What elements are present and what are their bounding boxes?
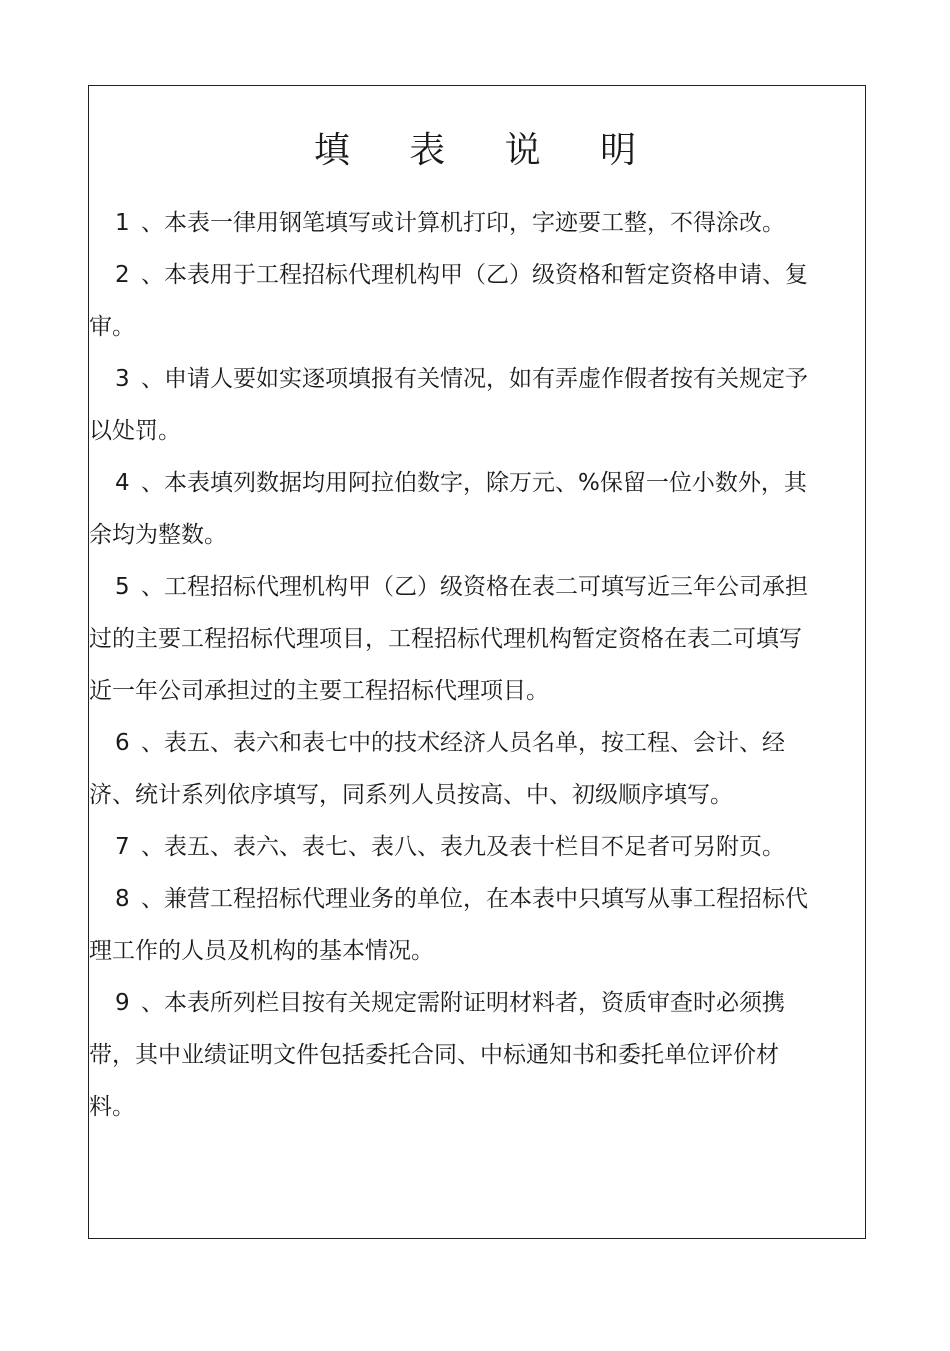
list-item (89, 197, 873, 249)
list-item (89, 353, 873, 457)
list-item (89, 873, 873, 977)
item-text: 、工程招标代理机构甲（乙）级资格在表二可填写近三年公司承担 (141, 574, 808, 600)
item-text: 、本表所列栏目按有关规定需附证明材料者，资质审查时必须携 (141, 990, 785, 1016)
item-number: 2 (115, 262, 130, 288)
item-text: 、表五、表六、表七、表八、表九及表十栏目不足者可另附页。 (141, 834, 785, 860)
list-item (89, 717, 873, 821)
page-title: 填 表 说 明 (313, 130, 661, 171)
list-item (89, 561, 873, 717)
list-item (89, 821, 873, 873)
item-text-continued: 料。 (89, 1094, 135, 1120)
item-text: 、本表一律用钢笔填写或计算机打印，字迹要工整，不得涂改。 (141, 210, 785, 236)
list-item (89, 249, 873, 353)
item-text: 、本表填列数据均用阿拉伯数字，除万元、%保留一位小数外，其 (141, 470, 807, 496)
item-text: 、本表用于工程招标代理机构甲（乙）级资格和暂定资格申请、复 (141, 262, 808, 288)
item-number: 5 (115, 574, 130, 600)
item-text-continued: 以处罚。 (89, 418, 181, 444)
item-number: 4 (115, 470, 130, 496)
item-text-continued: 过的主要工程招标代理项目，工程招标代理机构暂定资格在表二可填写 (89, 626, 802, 652)
item-text-continued: 理工作的人员及机构的基本情况。 (89, 938, 434, 964)
instructions-list (89, 197, 873, 1133)
item-text: 、兼营工程招标代理业务的单位，在本表中只填写从事工程招标代 (141, 886, 808, 912)
list-item (89, 977, 873, 1133)
item-text: 、申请人要如实逐项填报有关情况，如有弄虚作假者按有关规定予 (141, 366, 808, 392)
item-text-continued: 济、统计系列依序填写，同系列人员按高、中、初级顺序填写。 (89, 782, 733, 808)
item-text-continued: 余均为整数。 (89, 522, 227, 548)
item-number: 9 (115, 990, 130, 1016)
item-number: 8 (115, 886, 130, 912)
item-text-continued: 近一年公司承担过的主要工程招标代理项目。 (89, 678, 549, 704)
item-number: 7 (115, 834, 130, 860)
list-item (89, 457, 873, 561)
item-text: 、表五、表六和表七中的技术经济人员名单，按工程、会计、经 (141, 730, 785, 756)
item-text-continued: 带，其中业绩证明文件包括委托合同、中标通知书和委托单位评价材 (89, 1042, 779, 1068)
item-number: 1 (115, 210, 130, 236)
item-text-continued: 审。 (89, 314, 135, 340)
item-number: 6 (115, 730, 130, 756)
item-number: 3 (115, 366, 130, 392)
